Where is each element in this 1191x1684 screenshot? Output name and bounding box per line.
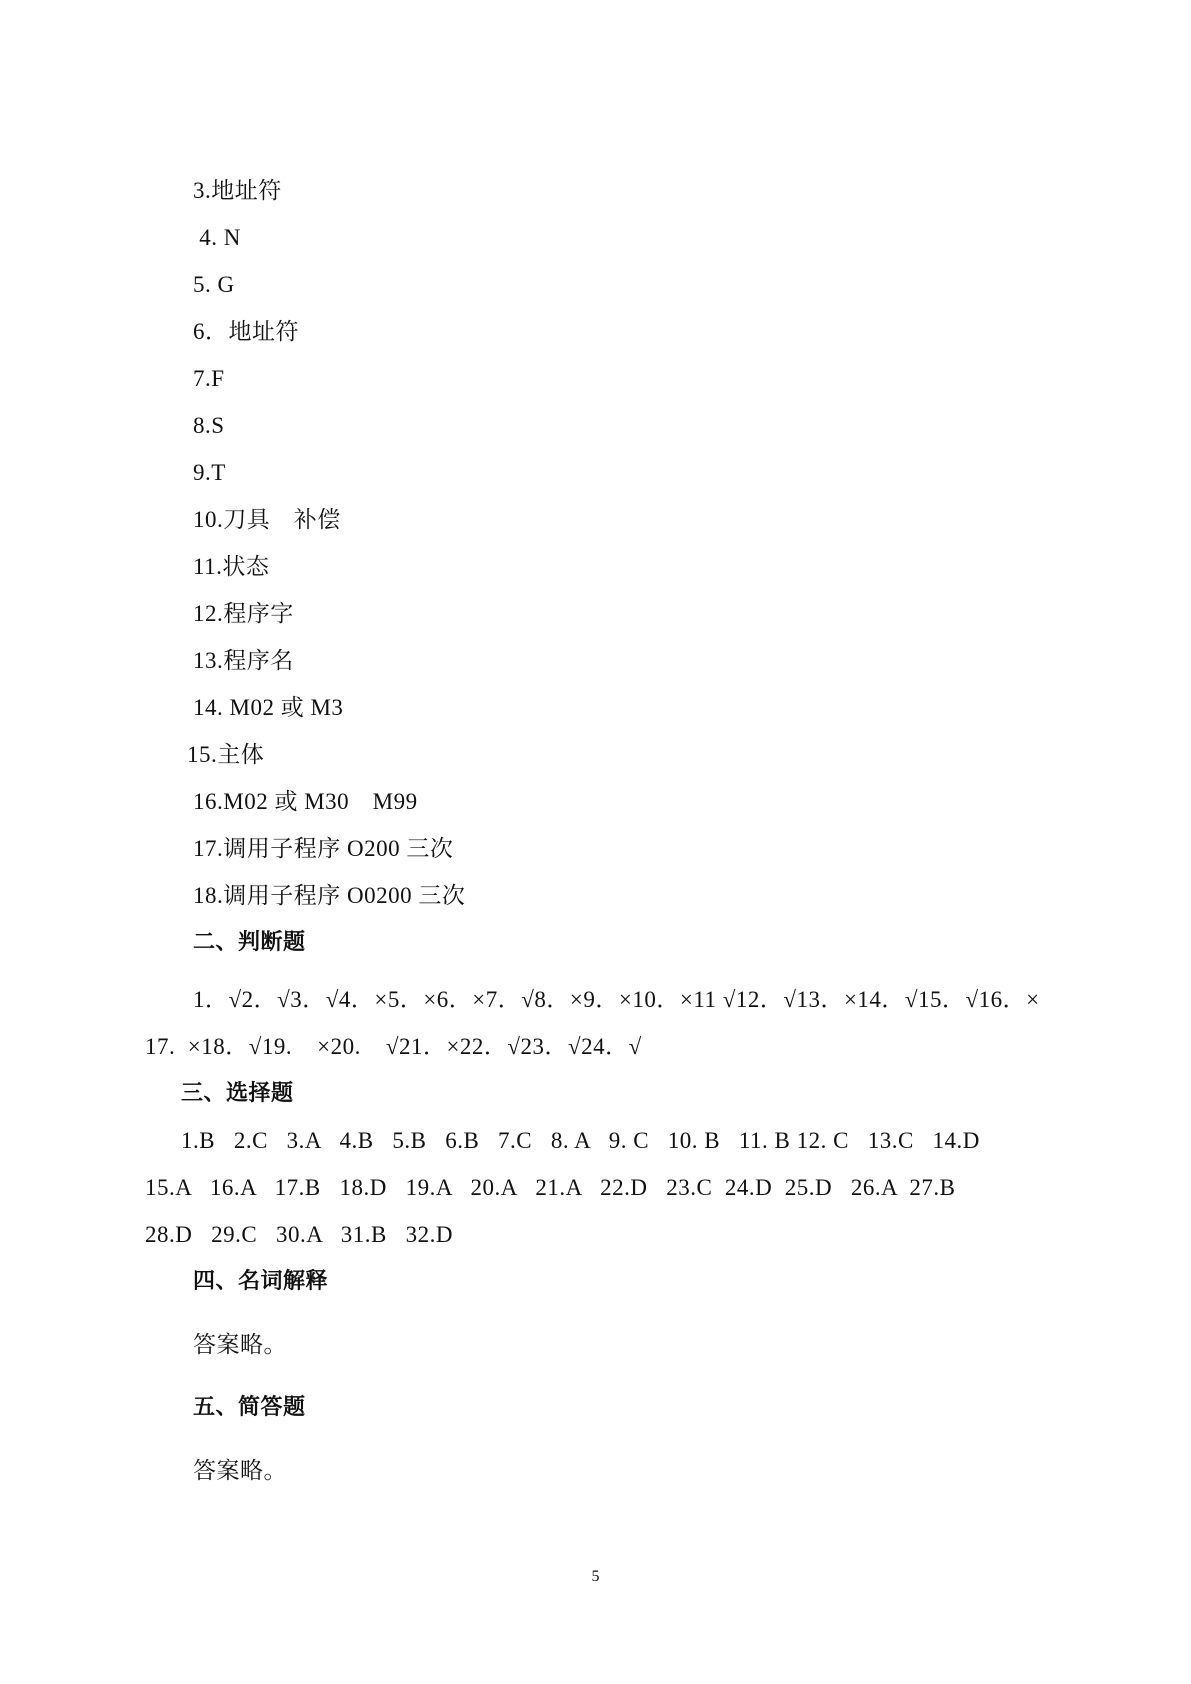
- judge-answers-line-2: 17. ×18．√19. ×20. √21．×22．√23．√24．√: [145, 1034, 642, 1059]
- page-number: 5: [591, 1568, 600, 1585]
- choice-answers-line-3: 28.D 29.C 30.A 31.B 32.D: [145, 1222, 453, 1247]
- answer-line: 9.T: [193, 460, 226, 485]
- answer-line: 18.调用子程序 O0200 三次: [193, 883, 466, 908]
- choice-answers-line-2: 15.A 16.A 17.B 18.D 19.A 20.A 21.A 22.D 23.C 24.D 25.D 26.A 27.B: [145, 1175, 956, 1200]
- choice-answers-line-1: 1.B 2.C 3.A 4.B 5.B 6.B 7.C 8. A 9. C 10. B 11. B 12. C 13.C 14.D: [181, 1128, 980, 1153]
- answer-line: 7.F: [193, 366, 225, 391]
- answer-line: 3.地址符: [193, 178, 282, 203]
- answer-line: 17.调用子程序 O200 三次: [193, 836, 454, 861]
- answer-line: 4. N: [193, 225, 241, 250]
- answer-line: 8.S: [193, 413, 225, 438]
- answer-line: 14. M02 或 M3: [193, 695, 344, 720]
- judge-answers-line-1: 1．√2．√3．√4．×5．×6．×7．√8．×9．×10．×11 √12．√13．×14．√15．√16．×: [193, 987, 1040, 1012]
- answer-line: 13.程序名: [193, 648, 294, 673]
- answer-line: 11.状态: [193, 554, 270, 579]
- answer-line: 5. G: [193, 272, 235, 297]
- answer-line: 10.刀具 补偿: [193, 507, 341, 532]
- answer-line: 12.程序字: [193, 601, 294, 626]
- section-heading-judge: 二、判断题: [193, 930, 306, 955]
- answer-line: 15.主体: [187, 742, 265, 767]
- short-answer-answer: 答案略。: [193, 1458, 287, 1483]
- section-heading-short-answer: 五、简答题: [193, 1395, 306, 1420]
- answer-line: 6．地址符: [193, 319, 299, 344]
- section-heading-terms: 四、名词解释: [193, 1269, 329, 1294]
- section-heading-choice: 三、选择题: [181, 1081, 294, 1106]
- terms-answer: 答案略。: [193, 1332, 287, 1357]
- answer-line: 16.M02 或 M30 M99: [193, 789, 418, 814]
